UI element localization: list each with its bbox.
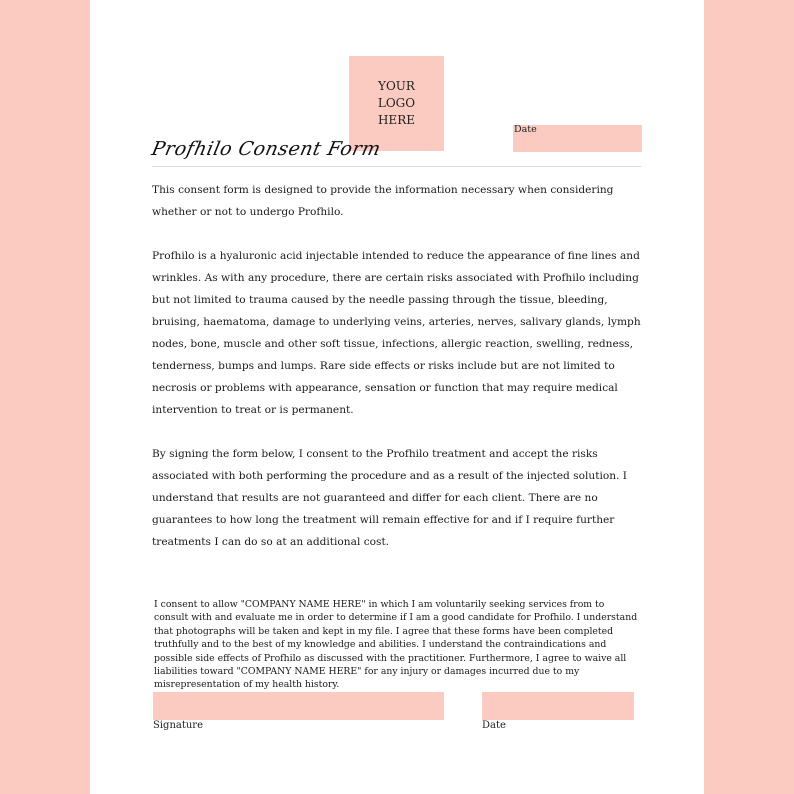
body-paragraph: By signing the form below, I consent to the Profhilo treatment and accept the risks associated with both performing the procedure and as a result of the injected solution. I understand that results are not guaranteed and differ for each client. There are no guarantees to how long the treatment will remain effective for and if I require further treatments I can do so at an additional cost. bbox=[152, 448, 627, 548]
logo-placeholder bbox=[349, 56, 444, 151]
consent-statement: I consent to allow "COMPANY NAME HERE" in which I am voluntarily seeking services from to consult with and evaluate me in order to determine if I am a good candidate for Profhilo. I understand that photographs will be taken and kept in my file. I agree that these forms have been completed truthfully and to the best of my knowledge and abilities. I understand the contraindications and possible side effects of Profhilo as discussed with the practitioner. Furthermore, I agree to waive all liabilities toward "COMPANY NAME HERE" for any injury or damages incurred due to my misrepresentation of my health history. bbox=[154, 599, 638, 691]
signature-date-field[interactable] bbox=[482, 692, 634, 720]
date-top-label: Date bbox=[514, 124, 537, 135]
left-border-band bbox=[0, 0, 90, 794]
title-divider bbox=[152, 166, 641, 167]
body-paragraph: This consent form is designed to provide the information necessary when considering whether or not to undergo Profhilo. bbox=[152, 184, 614, 218]
logo-line: LOGO bbox=[377, 96, 416, 110]
logo-line: YOUR bbox=[378, 79, 415, 93]
signature-field[interactable] bbox=[153, 692, 444, 720]
form-body bbox=[152, 179, 644, 575]
body-paragraph: Profhilo is a hyaluronic acid injectable intended to reduce the appearance of fine lines and wrinkles. As with any procedure, there are certain risks associated with Profhilo including but not limited to trauma caused by the needle passing through the tissue, bleeding, bruising, haematoma, damage to underlying veins, arteries, nerves, salivary glands, lymph nodes, bone, muscle and other soft tissue, infections, allergic reaction, swelling, redness, tenderness, bumps and lumps. Rare side effects or risks include but are not limited to necrosis or problems with appearance, sensation or function that may require medical intervention to treat or is permanent. bbox=[152, 250, 641, 416]
right-border-band bbox=[704, 0, 794, 794]
form-title: Profhilo Consent Form bbox=[149, 138, 383, 160]
signature-date-label: Date bbox=[482, 720, 506, 731]
logo-line: HERE bbox=[377, 113, 415, 127]
signature-label: Signature bbox=[153, 720, 204, 731]
